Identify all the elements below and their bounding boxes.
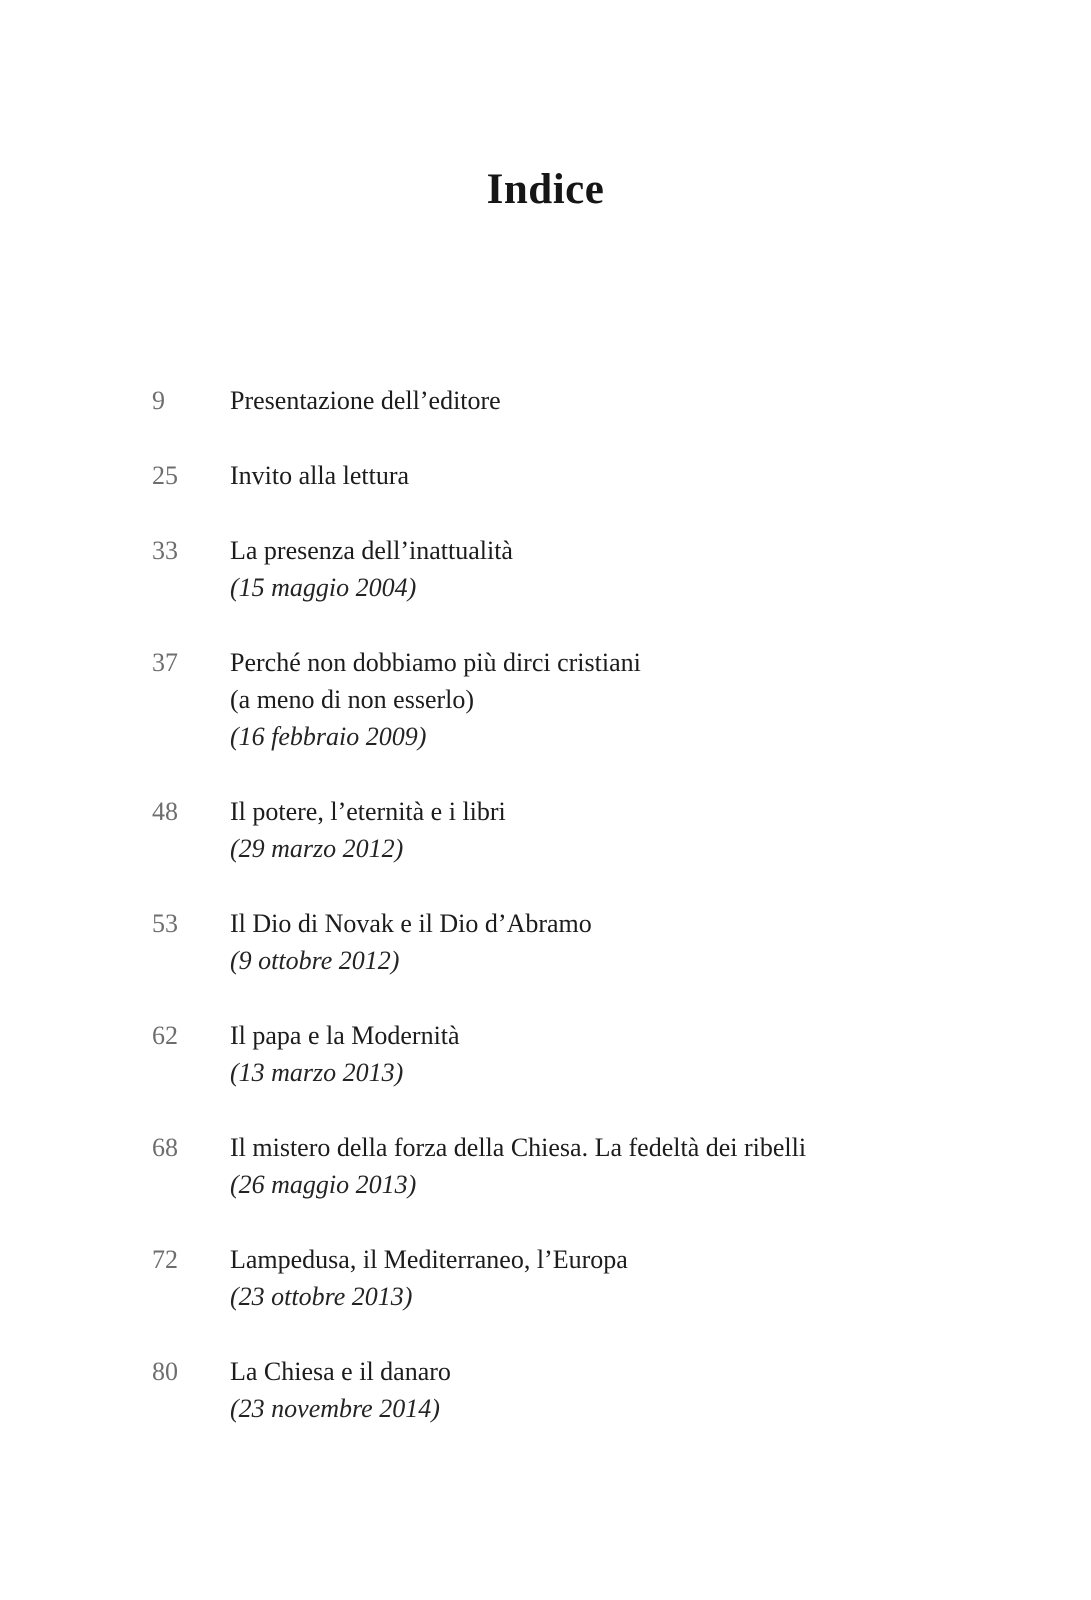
toc-entry-title-line: Presentazione dell’editore bbox=[230, 386, 501, 415]
toc-entry-date: (29 marzo 2012) bbox=[230, 834, 404, 863]
toc-entry-date: (16 febbraio 2009) bbox=[230, 722, 427, 751]
toc-entry bbox=[152, 532, 1032, 606]
toc-entry-title-line: Il Dio di Novak e il Dio d’Abramo bbox=[230, 909, 592, 938]
toc-entry-text bbox=[230, 793, 1032, 867]
toc-entry-title-line: Invito alla lettura bbox=[230, 461, 410, 490]
toc-entry-text bbox=[230, 1017, 1032, 1091]
toc-entry-page-number: 53 bbox=[152, 909, 178, 938]
toc-entry-text bbox=[230, 1353, 1032, 1427]
toc-entry bbox=[152, 905, 1032, 979]
toc-entry-date: (26 maggio 2013) bbox=[230, 1170, 417, 1199]
toc-entry bbox=[152, 1353, 1032, 1427]
toc-entry-title-line: Il papa e la Modernità bbox=[230, 1021, 460, 1050]
toc-entry-title-line: Il potere, l’eternità e i libri bbox=[230, 797, 506, 826]
toc-entry-date: (23 novembre 2014) bbox=[230, 1394, 440, 1423]
toc-entry-page-number: 25 bbox=[152, 461, 178, 490]
toc-entry bbox=[152, 1129, 1032, 1203]
toc-entry-page-number: 37 bbox=[152, 648, 178, 677]
toc-entry-text bbox=[230, 382, 1032, 419]
toc-entry-date: (9 ottobre 2012) bbox=[230, 946, 400, 975]
toc-entry-text bbox=[230, 1241, 1032, 1315]
toc-entry-text bbox=[230, 532, 1032, 606]
toc-entry-date: (15 maggio 2004) bbox=[230, 573, 417, 602]
toc-entry-page-number: 80 bbox=[152, 1357, 178, 1386]
toc-entry-page-number: 68 bbox=[152, 1133, 178, 1162]
toc-entry-title-line: Perché non dobbiamo più dirci cristiani bbox=[230, 648, 641, 677]
toc-entry bbox=[152, 1241, 1032, 1315]
toc-entry-date: (13 marzo 2013) bbox=[230, 1058, 404, 1087]
toc-entry-page-number: 62 bbox=[152, 1021, 178, 1050]
toc-entry-page-number: 33 bbox=[152, 536, 178, 565]
toc-entry-page-number: 72 bbox=[152, 1245, 178, 1274]
toc-entry-date: (23 ottobre 2013) bbox=[230, 1282, 413, 1311]
toc-entry bbox=[152, 457, 1032, 494]
toc-entry-title-line: La presenza dell’inattualità bbox=[230, 536, 513, 565]
toc-entry-page-number: 9 bbox=[152, 386, 165, 415]
toc-list bbox=[152, 382, 1032, 1465]
toc-entry-page-number: 48 bbox=[152, 797, 178, 826]
toc-entry-text bbox=[230, 644, 1032, 755]
toc-entry-title-line: Lampedusa, il Mediterraneo, l’Europa bbox=[230, 1245, 628, 1274]
toc-entry bbox=[152, 382, 1032, 419]
toc-entry bbox=[152, 644, 1032, 755]
toc-entry bbox=[152, 793, 1032, 867]
toc-entry-title-line: Il mistero della forza della Chiesa. La fedeltà dei ribelli bbox=[230, 1133, 807, 1162]
toc-entry-title-line: La Chiesa e il danaro bbox=[230, 1357, 451, 1386]
toc-entry-text bbox=[230, 905, 1032, 979]
page-title: Indice bbox=[486, 165, 605, 213]
toc-entry-text bbox=[230, 1129, 1032, 1203]
toc-entry bbox=[152, 1017, 1032, 1091]
toc-entry-text bbox=[230, 457, 1032, 494]
toc-entry-title-line: (a meno di non esserlo) bbox=[230, 685, 475, 714]
